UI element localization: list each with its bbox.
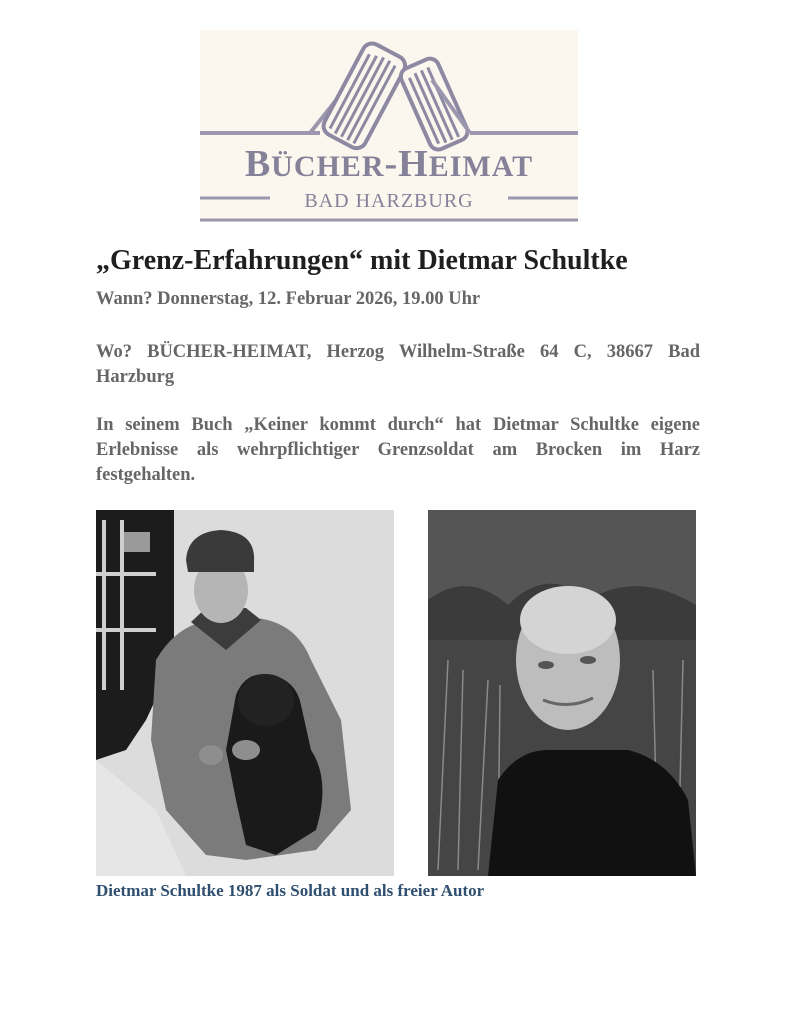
logo-subtitle: BAD HARZBURG bbox=[304, 190, 474, 212]
event-where: Wo? BÜCHER-HEIMAT, Herzog Wilhelm-Straße 64 C, 38667 Bad Harzburg bbox=[96, 342, 700, 387]
photo-caption: Dietmar Schultke 1987 als Soldat und als freier Autor bbox=[96, 881, 485, 900]
author-photo bbox=[428, 510, 696, 876]
bookstore-logo bbox=[200, 30, 578, 222]
soldier-photo bbox=[96, 510, 394, 876]
event-description: In seinem Buch „Keiner kommt durch“ hat Dietmar Schultke eigene Erlebnisse als wehrpflichtiger Grenzsoldat am Brocken im Harz festgehalten. bbox=[96, 415, 700, 485]
logo-title: BÜCHER-HEIMAT bbox=[244, 143, 534, 185]
event-headline: „Grenz-Erfahrungen“ mit Dietmar Schultke bbox=[96, 245, 628, 276]
event-when: Wann? Donnerstag, 12. Februar 2026, 19.00 Uhr bbox=[96, 289, 481, 309]
